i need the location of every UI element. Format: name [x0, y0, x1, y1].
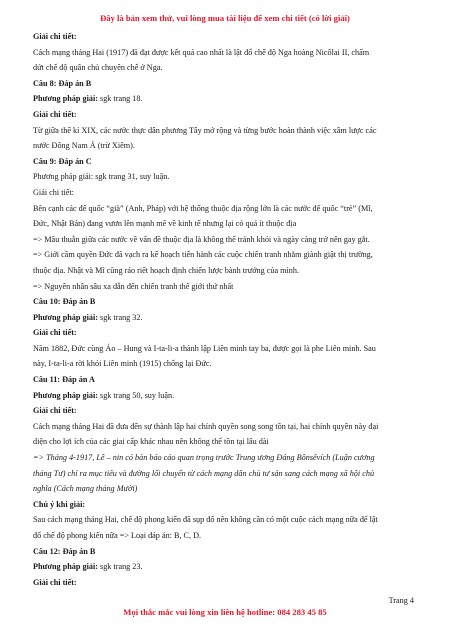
paragraph-line: dứt chế độ quân chủ chuyên chế ở Nga. — [33, 63, 163, 73]
method-text: sgk trang 23. — [97, 562, 143, 572]
paragraph-line: Bên cạnh các đế quốc “già” (Anh, Pháp) với hệ thống thuộc địa rộng lớn là các nước đế quốc “trẻ” (Mĩ, — [33, 203, 373, 213]
paragraph-line: đổ chế độ phong kiến nữa => Loại đáp án: B, C, D. — [33, 531, 202, 540]
method-label: Phương pháp giải: — [33, 562, 98, 572]
method-line — [33, 310, 425, 326]
paragraph-line: Sau cách mạng tháng Hai, chế độ phong kiến đã sụp đổ nên không cần có một cuộc cách mạng nữa để lật — [33, 515, 378, 525]
question-answer-heading: Câu 9: Đáp án C — [33, 156, 92, 166]
section-heading: Giải chi tiết: — [33, 109, 77, 119]
section-heading: Giải chi tiết: — [33, 406, 77, 416]
paragraph-line: Đức, Nhật Bản) đang vươn lên mạnh mẽ về kinh tế nhưng lại có quá ít thuộc địa — [33, 219, 297, 229]
section-heading: Giải chi tiết: — [33, 32, 77, 41]
question-answer-heading: Câu 10: Đáp án B — [33, 297, 96, 307]
method-text: sgk trang 50, suy luận. — [97, 390, 175, 400]
method-line — [33, 388, 425, 404]
section-heading: Giải chi tiết: — [33, 328, 77, 338]
page-number: Trang 4 — [388, 596, 414, 605]
question-answer-heading: Câu 8: Đáp án B — [33, 78, 92, 88]
section-heading: Giải chi tiết: — [33, 187, 74, 197]
note-heading: Chú ý khi giải: — [33, 499, 86, 509]
paragraph-line: => Giới cầm quyền Đức đã vạch ra kế hoạch tiến hành các cuộc chiến tranh nhằm giành giật thị trường, — [33, 250, 373, 260]
preview-notice-banner: Đây là bản xem thử, vui lòng mua tài liệu để xem chi tiết (có lời giải) — [100, 13, 350, 23]
method-line: Phương pháp giải: sgk trang 31, suy luận. — [33, 172, 170, 182]
paragraph-line: nước Đông Nam Á (trừ Xiêm). — [33, 141, 135, 151]
italic-line: tháng Tư) chỉ ra mục tiêu và đường lối chuyển từ cách mạng dân chủ tư sản sang cách mạng xã hội chủ — [33, 468, 375, 478]
paragraph-line: Từ giữa thế kỉ XIX, các nước thực dân phương Tây mở rộng và từng bước hoàn thành việc xâm lược các — [33, 125, 377, 135]
paragraph-line: này, I-ta-li-a rời khỏi Liên minh (1915) chống lại Đức. — [33, 359, 212, 369]
paragraph-line: thuộc địa. Nhật và Mĩ cũng ráo riết hoạch định chiến lược bành trướng của mình. — [33, 265, 300, 275]
question-answer-heading: Câu 12: Đáp án B — [33, 546, 96, 556]
section-heading: Giải chi tiết: — [33, 577, 77, 587]
italic-line: => Tháng 4-1917, Lê – nin có bản báo cáo quan trọng trước Trung ương Đảng Bônsêvích (Luận cương — [33, 453, 375, 463]
paragraph-line: => Nguyên nhân sâu xa dẫn đến chiến tranh thế giới thứ nhất — [33, 281, 234, 291]
method-text: sgk trang 18. — [97, 94, 143, 104]
method-line — [33, 91, 425, 107]
paragraph-line: Cách mạng tháng Hai đã đưa đến sự thành lập hai chính quyền song song tồn tại, hai chính quyền này đại — [33, 421, 379, 431]
method-label: Phương pháp giải: — [33, 390, 98, 400]
method-line — [33, 559, 425, 575]
paragraph-line: Cách mạng tháng Hai (1917) đã đạt được kết quả cao nhất là lật đổ chế độ Nga hoàng Nicôlai II, chấm — [33, 47, 370, 57]
paragraph-line: => Mâu thuẫn giữa các nước về vấn đề thuộc địa là không thể tránh khỏi và ngày càng trở nên gay gắt. — [33, 234, 370, 244]
question-answer-heading: Câu 11: Đáp án A — [33, 375, 95, 385]
italic-line: nghĩa (Cách mạng tháng Mười) — [33, 484, 138, 494]
method-text: sgk trang 32. — [97, 312, 143, 322]
document-body — [33, 29, 425, 590]
paragraph-line: Năm 1882, Đức cùng Áo – Hung và I-ta-li-a thành lập Liên minh tay ba, được gọi là phe Liên minh. Sau — [33, 343, 376, 353]
method-label: Phương pháp giải: — [33, 94, 98, 104]
hotline-banner: Mọi thắc mắc vui lòng xin liên hệ hotline: 084 283 45 85 — [123, 607, 327, 617]
paragraph-line: diện cho lợi ích của các giai cấp khác nhau nên không thể tồn tại lâu dài — [33, 437, 269, 447]
method-label: Phương pháp giải: — [33, 312, 98, 322]
